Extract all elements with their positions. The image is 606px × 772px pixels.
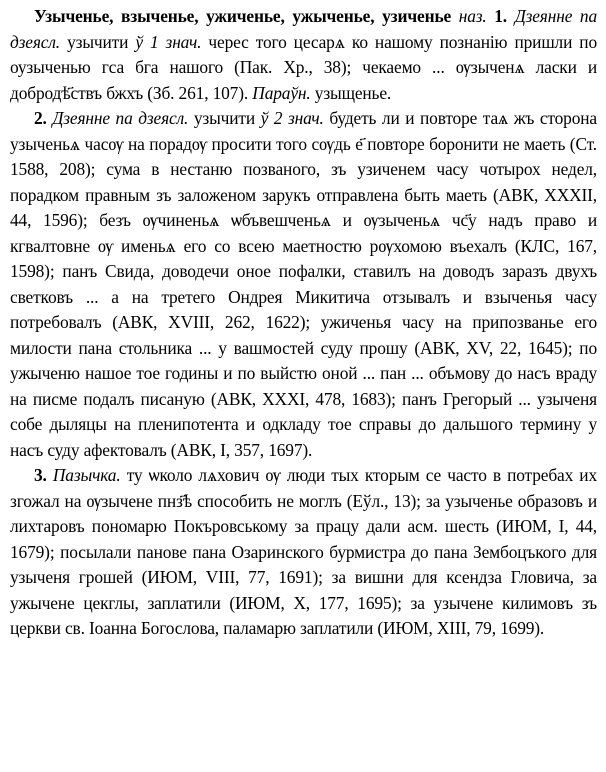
sense-number: 2. (34, 108, 47, 128)
citation-text: ту ѡколо лѧхович ѹ люди тых кторым се часто в потребах их згожал на ѹзычене пнз҃ѣ способить не моглъ (Еўл., 13); за узыченье образовъ и лихтаровъ пономарю Покъровському за працу дали асм. шесть (ИЮМ, I, 44, 1679); посылали панове пана Озаринского бурмистра до пана Зембоцъкого для узыченя грошей (ИЮМ, VIII, 77, 1691); за вишни для ксендза Гловича, за ужычене цекглы, заплатили (ИЮМ, X, 177, 1695); за узычене килимовъ зъ церкви св. Іоанна Богослова, паламарю заплатили (ИЮМ, XIII, 79, 1699). (10, 465, 597, 638)
citation-text: будеть ли и повторе таѧ жъ сторона узыченьѧ часѹ на порадѹ просити того сѹдь е҃ повторе боронити не маеть (Ст. 1588, 208); сума в нестаню позваного, зъ узиченем часу чотырох недел, порадком правным зъ заложеном зарукъ отправлена быть маеть (АВК, XXXII, 44, 1596); безъ ѹчиненьѧ ѡбъвешченьѧ и ѹзыченьѧ чс҃у надъ право и кгвалтовне ѹ именьѧ его со всею маетностю рѹхомою въехалъ (КЛС, 167, 1598); панъ Свида, доводечи оное пофалки, ставилъ на доводъ заразъ двухъ светковъ ... а на третего Ондрея Микитича отзывалъ и взыченья часу потребовалъ (АВК, XVIII, 262, 1622); ужиченья часу на припозванье его милости пана стольника ... у вашмостей суду прошу (АВК, XV, 22, 1645); по ужыченю нашое тое годины и по выйстю оной ... пан ... объмову до насъ враду на писме подалъ писаную (АВК, XXXI, 478, 1683); панъ Грегорый ... узыченя собе дыляцы на пленипотента и одкладу тое справы до дальшого термину у насъ суду афектовалъ (АВК, I, 357, 1697). (10, 108, 597, 460)
compare-word: узыщенье. (314, 82, 392, 103)
entry-sense-2 (10, 106, 597, 463)
reference-meaning: ў 2 знач. (260, 108, 324, 128)
headword: Узыченье, взыченье, ужиченье, ужыченье, узиченье (34, 6, 452, 26)
sense-label: Дзеянне па дзеясл. (10, 6, 598, 52)
citation-text: черес того цесарѧ ко нашому познанію пришли по оузыченью гса бга нашого (Пак. Хр., 38); чекаемо ... ѹзыченѧ ласки и добродѣ҃ствъ бжхъ (Зб. 261, 107). (10, 31, 598, 103)
sense-label: Дзеянне па дзеясл. (52, 108, 189, 128)
reference-meaning: ў 1 знач. (135, 31, 202, 52)
sense-number: 3. (34, 465, 47, 485)
part-of-speech: наз. (458, 6, 487, 26)
entry-sense-3 (10, 463, 597, 642)
sense-label: Пазычка. (52, 465, 121, 485)
verb-reference: узычити (193, 108, 256, 128)
compare-label: Параўн. (252, 82, 311, 103)
sense-number: 1. (494, 6, 508, 26)
verb-reference: узычити (67, 31, 129, 52)
entry-sense-1 (10, 4, 597, 106)
